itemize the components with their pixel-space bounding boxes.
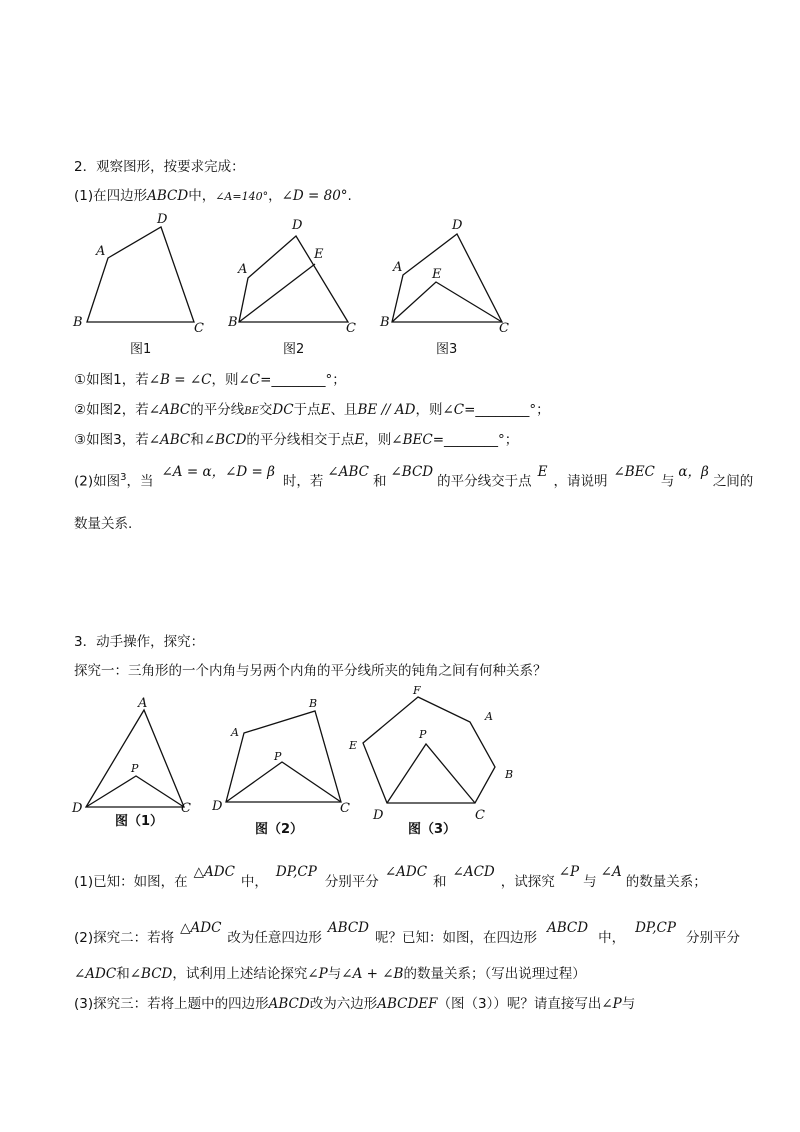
label-d: D xyxy=(292,218,303,233)
label-p: P xyxy=(419,728,427,741)
problem3-title: 3．动手操作，探究： xyxy=(74,634,205,650)
label-p: P xyxy=(274,750,282,763)
label-c: C xyxy=(499,321,509,335)
label-c: C xyxy=(340,801,350,815)
label-a: A xyxy=(393,260,403,275)
label-a: A xyxy=(485,710,493,723)
label-a: A xyxy=(238,262,248,277)
figure-2-quadrilateral xyxy=(228,210,368,335)
label-b: B xyxy=(228,315,238,330)
problem3-q1: (1)已知：如图，在△ADC中，DP,CP分别平分∠ADC和∠ACD，试探究∠P与∠A的数量关系； xyxy=(74,864,707,890)
bisectors-dp-cp xyxy=(86,776,184,807)
caption-fig3: 图3 xyxy=(436,342,458,357)
label-d: D xyxy=(157,212,168,227)
label-c: C xyxy=(194,321,204,335)
problem2-q1: ①如图1，若∠B = ∠C，则∠C=________°； xyxy=(74,372,346,388)
label-d: D xyxy=(212,799,223,814)
problem2-q2: ②如图2，若∠ABC的平分线BE交DC于点E、且BE // AD，则∠C=________°； xyxy=(74,402,550,418)
problem2-part1-intro: (1)在四边形ABCD中，∠A=140°，∠D = 80°. xyxy=(74,188,352,204)
label-f: F xyxy=(413,684,421,697)
caption-fig2: 图2 xyxy=(283,342,305,357)
label-e: E xyxy=(432,267,442,282)
figure-p3-2-quadrilateral xyxy=(212,690,362,815)
problem2-q3: ③如图3，若∠ABC和∠BCD的平分线相交于点E，则∠BEC=________°； xyxy=(74,432,519,448)
triangle-adc xyxy=(86,710,184,807)
problem3-q3: (3)探究三：若将上题中的四边形ABCD改为六边形ABCDEF（图（3））呢？请直接写出∠P与 xyxy=(74,996,636,1012)
label-e: E xyxy=(349,739,358,752)
label-c: C xyxy=(181,801,191,815)
label-d: D xyxy=(72,801,83,815)
figure-p3-3-hexagon xyxy=(345,680,525,820)
label-c: C xyxy=(346,321,356,335)
label-e: E xyxy=(314,247,324,262)
caption-fig1: 图1 xyxy=(130,342,152,357)
figure-p3-1-triangle xyxy=(68,690,208,815)
label-a: A xyxy=(138,696,148,711)
caption-p3-fig2: 图（2） xyxy=(255,822,304,837)
problem2-part2-continued: 数量关系. xyxy=(74,516,133,532)
bisector-be xyxy=(239,264,315,322)
problem3-q2: (2)探究二：若将△ADC改为任意四边形ABCD呢？已知：如图，在四边形ABCD中，DP,CP分别平分 xyxy=(74,920,740,946)
label-d: D xyxy=(452,218,463,233)
bisectors-dp-cp xyxy=(387,744,475,803)
quadrilateral-abcd xyxy=(87,227,194,322)
quadrilateral-abcd xyxy=(226,711,341,802)
hexagon-abcdef xyxy=(363,697,495,803)
problem3-q2-continued: ∠ADC和∠BCD，试利用上述结论探究∠P与∠A + ∠B的数量关系；（写出说理过程） xyxy=(74,966,586,982)
problem2-part2: (2)如图$^3$，当∠A = α，∠D = β时，若∠ABC和∠BCD的平分线交于点E，请说明∠BEC与α，β之间的 xyxy=(74,463,754,490)
label-b: B xyxy=(380,315,390,330)
label-a: A xyxy=(231,726,239,739)
caption-p3-fig3: 图（3） xyxy=(408,822,457,837)
problem3-explore1: 探究一：三角形的一个内角与另两个内角的平分线所夹的钝角之间有何种关系？ xyxy=(74,663,547,679)
figure-1-quadrilateral xyxy=(70,210,210,335)
bisectors-dp-cp xyxy=(226,762,341,802)
label-b: B xyxy=(505,768,514,781)
label-c: C xyxy=(475,808,485,820)
label-b: B xyxy=(309,697,318,710)
label-p: P xyxy=(131,762,139,775)
problem2-title: 2．观察图形，按要求完成： xyxy=(74,159,245,175)
label-d: D xyxy=(373,808,384,820)
label-a: A xyxy=(96,244,106,259)
caption-p3-fig1: 图（1） xyxy=(115,814,164,829)
label-b: B xyxy=(73,315,83,330)
quadrilateral-abcd xyxy=(392,234,502,322)
figure-3-quadrilateral xyxy=(378,210,518,335)
bisectors-be-ce xyxy=(392,282,502,322)
